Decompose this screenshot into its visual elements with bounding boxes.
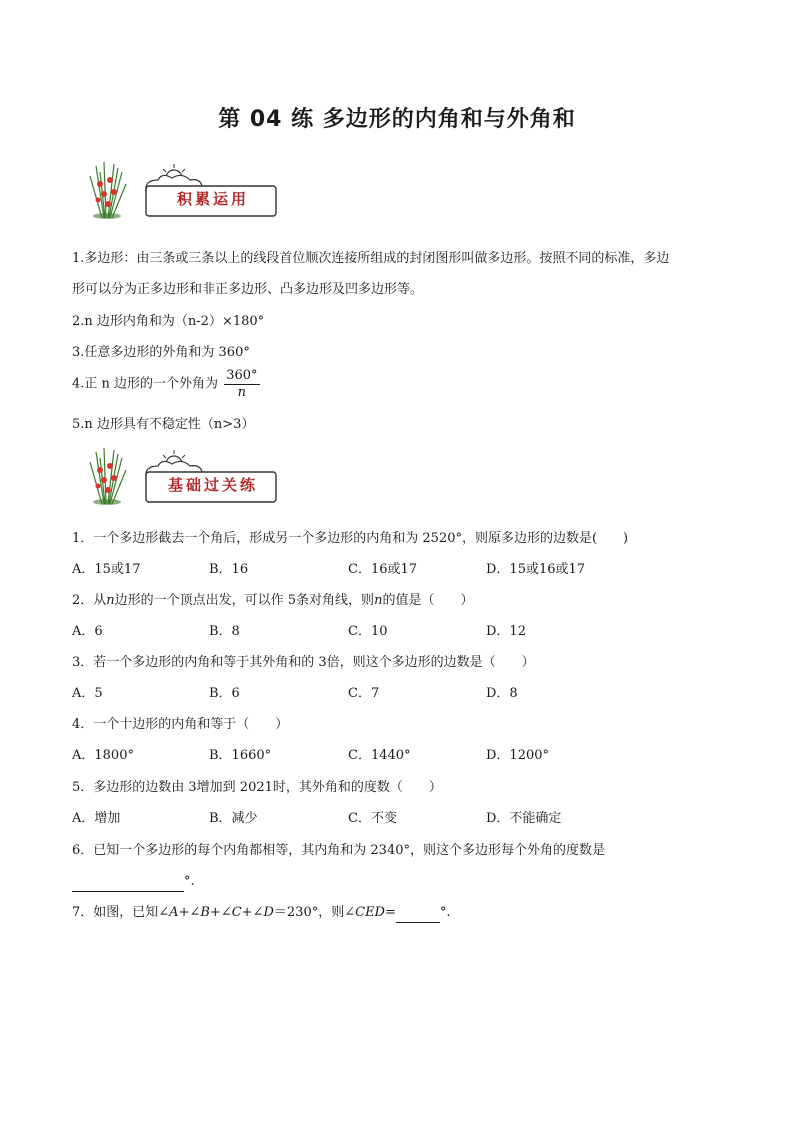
question-text: ＝230°，则∠ — [273, 905, 356, 920]
section-title: 积累运用 — [176, 190, 249, 208]
question-text: +∠ — [209, 905, 232, 920]
option-b[interactable]: B．8 — [209, 624, 240, 639]
angle-label: B — [200, 905, 210, 920]
question-5: 5．多边形的边数由 3增加到 2021时，其外角和的度数（ ） — [72, 780, 442, 795]
question-text: 7．如图，已知∠ — [72, 905, 170, 920]
option-a[interactable]: A．5 — [72, 686, 103, 701]
review-item-4-text: 4.正 n 边形的一个外角为 — [72, 376, 219, 392]
question-2 — [72, 592, 473, 610]
fraction — [224, 368, 259, 401]
question-4: 4．一个十边形的内角和等于（ ） — [72, 717, 289, 732]
answer-blank[interactable] — [396, 904, 440, 923]
review-item-3: 3.任意多边形的外角和为 360° — [72, 345, 250, 360]
angle-label: A — [169, 905, 179, 920]
angle-label: D — [263, 905, 274, 920]
option-a[interactable]: A．1800° — [72, 748, 134, 763]
option-d[interactable]: D．不能确定 — [486, 811, 562, 826]
option-d[interactable]: D．12 — [486, 624, 526, 639]
page-title: 第 04 练 多边形的内角和与外角和 — [218, 107, 576, 132]
option-b[interactable]: B．6 — [209, 686, 240, 701]
option-a[interactable]: A．增加 — [72, 811, 121, 826]
option-b[interactable]: B．1660° — [209, 748, 272, 763]
answer-blank[interactable] — [72, 873, 184, 892]
option-d[interactable]: D．8 — [486, 686, 518, 701]
option-c[interactable]: C．16或17 — [348, 562, 418, 577]
review-item-2: 2.n 边形内角和为（n-2）×180° — [72, 314, 265, 329]
angle-label: C — [231, 905, 242, 920]
section-banner-review — [82, 158, 282, 220]
question-6-cont — [72, 873, 195, 892]
option-b[interactable]: B．16 — [209, 562, 249, 577]
question-text: = — [384, 905, 396, 920]
option-c[interactable]: C．7 — [348, 686, 380, 701]
option-d[interactable]: D．1200° — [486, 748, 550, 763]
option-b[interactable]: B．减少 — [209, 811, 258, 826]
option-a[interactable]: A．15或17 — [72, 562, 141, 577]
variable-n: n — [374, 593, 383, 608]
option-c[interactable]: C．1440° — [348, 748, 411, 763]
variable-n: n — [106, 593, 115, 608]
fraction-numerator: 360° — [226, 368, 258, 383]
question-text: 2．从 — [72, 593, 107, 608]
fraction-denominator: n — [237, 385, 247, 400]
question-1: 1．一个多边形截去一个角后，形成另一个多边形的内角和为 2520°，则原多边形的边数是( ) — [72, 531, 629, 546]
review-item-1: 1.多边形：由三条或三条以上的线段首位顺次连接所组成的封闭图形叫做多边形。按照不同的标准，多边 — [72, 251, 670, 266]
section-title: 基础过关练 — [167, 476, 258, 494]
question-text: 边形的一个顶点出发，可以作 5条对角线，则 — [114, 593, 375, 608]
option-c[interactable]: C．不变 — [348, 811, 397, 826]
angle-label: CED — [355, 905, 385, 920]
question-7 — [72, 904, 451, 923]
review-item-4 — [72, 368, 260, 401]
question-text: °. — [184, 874, 195, 889]
option-d[interactable]: D．15或16或17 — [486, 562, 586, 577]
question-6: 6．已知一个多边形的每个内角都相等，其内角和为 2340°，则这个多边形每个外角的度数是 — [72, 843, 605, 858]
review-item-1-cont: 形可以分为正多边形和非正多边形、凸多边形及凹多边形等。 — [72, 282, 424, 297]
option-a[interactable]: A．6 — [72, 624, 103, 639]
option-c[interactable]: C．10 — [348, 624, 388, 639]
question-text: +∠ — [241, 905, 264, 920]
question-3: 3．若一个多边形的内角和等于其外角和的 3倍，则这个多边形的边数是（ ） — [72, 655, 535, 670]
section-banner-basic — [82, 444, 282, 506]
question-text: 的值是（ ） — [382, 593, 474, 608]
question-text: °. — [439, 905, 451, 920]
question-text: +∠ — [178, 905, 201, 920]
review-item-5: 5.n 边形具有不稳定性（n>3） — [72, 417, 255, 432]
